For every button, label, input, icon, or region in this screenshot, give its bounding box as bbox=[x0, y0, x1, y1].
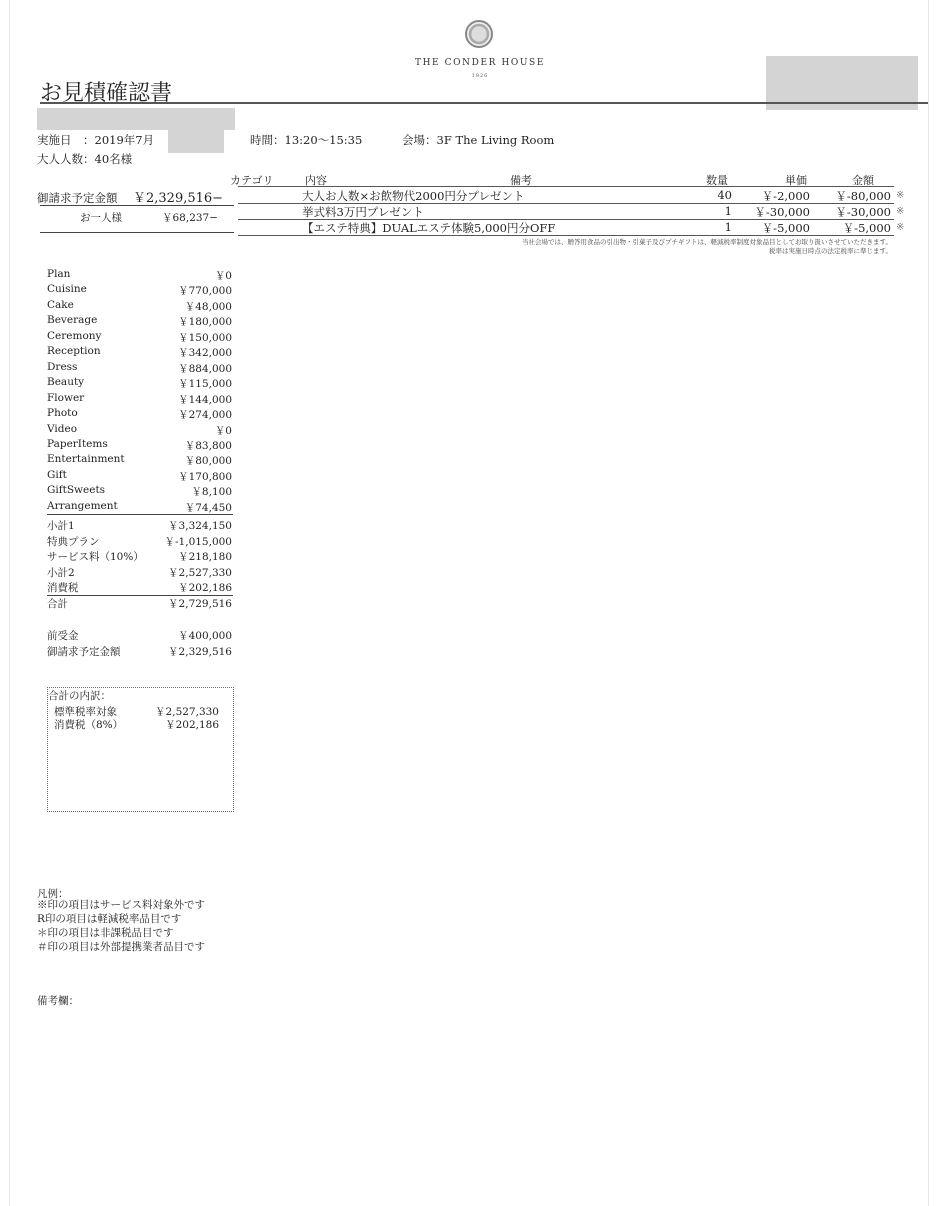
breakdown-item-label: Arrangement bbox=[47, 499, 118, 512]
breakdown-item-value: ￥0 bbox=[214, 424, 232, 437]
billing-label: 御請求予定金額 bbox=[37, 191, 118, 205]
row-qty: 1 bbox=[724, 204, 732, 218]
row-amount: ￥-30,000 bbox=[835, 205, 891, 219]
breakdown-item-value: ￥180,000 bbox=[178, 316, 232, 329]
breakdown-item-label: Cuisine bbox=[47, 283, 87, 296]
service-exempt-mark: ※ bbox=[896, 190, 905, 201]
breakdown-item-value: ￥170,800 bbox=[178, 470, 232, 483]
tax-box-value: ￥2,527,330 bbox=[155, 706, 219, 718]
breakdown-item-value: ￥80,000 bbox=[184, 455, 232, 468]
col-unit-price: 単価 bbox=[785, 174, 807, 187]
tax-box-label: 消費税（8%） bbox=[54, 719, 124, 731]
page-title: お見積確認書 bbox=[40, 81, 173, 106]
breakdown-item-label: Photo bbox=[47, 407, 78, 420]
tax-note-line2: 税率は実施日時点の法定税率に準じます。 bbox=[769, 247, 892, 255]
legend-line: ＊印の項目は非課税品目です bbox=[37, 927, 174, 939]
breakdown-item-label: Ceremony bbox=[47, 329, 102, 342]
row-amount: ￥-5,000 bbox=[842, 221, 891, 235]
remarks-label: 備考欄： bbox=[37, 995, 79, 1007]
document-page bbox=[9, 0, 929, 1206]
totals-item-value: ￥2,729,516 bbox=[168, 597, 232, 610]
event-time: 時間：13:20～15:35 bbox=[250, 133, 363, 147]
brand-year: 1926 bbox=[471, 73, 489, 79]
service-exempt-mark: ※ bbox=[896, 206, 905, 217]
payment-item-label: 御請求予定金額 bbox=[47, 646, 121, 658]
totals-item-value: ￥218,180 bbox=[178, 551, 232, 563]
row-unit-price: ￥-2,000 bbox=[761, 189, 810, 203]
tax-breakdown-box bbox=[47, 687, 234, 812]
breakdown-item-label: PaperItems bbox=[47, 437, 108, 450]
brand-logo-icon bbox=[465, 20, 493, 48]
col-qty: 数量 bbox=[706, 174, 728, 187]
totals-item-value: ￥3,324,150 bbox=[168, 520, 232, 532]
legend-line: R印の項目は軽減税率品目です bbox=[37, 913, 182, 925]
breakdown-item-value: ￥83,800 bbox=[184, 439, 232, 452]
totals-item-value: ￥202,186 bbox=[178, 582, 232, 594]
totals-item-value: ￥-1,015,000 bbox=[164, 535, 232, 548]
tax-box-title: 合計の内訳： bbox=[48, 690, 111, 702]
col-content: 内容 bbox=[305, 174, 327, 187]
breakdown-item-label: Reception bbox=[47, 345, 101, 358]
title-divider bbox=[40, 102, 928, 104]
totals-item-label: サービス料（10%） bbox=[47, 551, 144, 563]
redacted-block bbox=[168, 128, 224, 153]
breakdown-item-value: ￥770,000 bbox=[178, 285, 232, 298]
legend-title: 凡例： bbox=[37, 888, 69, 900]
row-amount: ￥-80,000 bbox=[835, 189, 891, 203]
breakdown-item-value: ￥8,100 bbox=[191, 486, 232, 499]
col-remarks: 備考 bbox=[510, 174, 532, 187]
service-exempt-mark: ※ bbox=[896, 222, 905, 233]
breakdown-rule bbox=[47, 514, 233, 515]
row-qty: 40 bbox=[717, 188, 732, 202]
table-rule bbox=[238, 186, 894, 187]
event-date: 実施日 ：2019年7月 bbox=[37, 133, 155, 147]
breakdown-item-value: ￥274,000 bbox=[178, 409, 232, 422]
breakdown-item-label: Plan bbox=[47, 268, 71, 280]
row-content: 大人お人数×お飲物代2000円分プレゼント bbox=[302, 189, 525, 203]
row-unit-price: ￥-30,000 bbox=[754, 205, 810, 219]
breakdown-item-label: Beverage bbox=[47, 314, 98, 327]
legend-line: ※印の項目はサービス料対象外です bbox=[37, 899, 205, 911]
totals-rule bbox=[47, 595, 233, 596]
row-unit-price: ￥-5,000 bbox=[761, 221, 810, 235]
totals-item-label: 消費税 bbox=[47, 582, 79, 594]
per-person-label: お一人様 bbox=[80, 212, 122, 224]
breakdown-item-label: Flower bbox=[47, 391, 85, 404]
breakdown-item-label: Gift bbox=[47, 468, 67, 481]
breakdown-item-value: ￥884,000 bbox=[178, 362, 232, 375]
totals-item-label: 小計1 bbox=[47, 520, 75, 532]
summary-rule bbox=[40, 205, 234, 206]
breakdown-item-value: ￥48,000 bbox=[184, 300, 232, 313]
col-amount: 金額 bbox=[852, 174, 874, 187]
row-qty: 1 bbox=[724, 220, 732, 234]
row-content: 【エステ特典】DUALエステ体験5,000円分OFF bbox=[302, 221, 556, 235]
breakdown-item-value: ￥144,000 bbox=[178, 393, 232, 406]
brand-name: THE CONDER HOUSE bbox=[415, 58, 545, 68]
totals-item-label: 合計 bbox=[47, 597, 68, 610]
tax-note-line1: 当社会場では、贈答用食品の引出物・引菓子及びプチギフトは、軽減税率制度対象品目としてお取り扱いさせていただきます。 bbox=[522, 238, 892, 246]
payment-item-value: ￥2,329,516 bbox=[168, 646, 232, 658]
payment-item-label: 前受金 bbox=[47, 630, 79, 642]
totals-item-value: ￥2,527,330 bbox=[168, 566, 232, 579]
payment-item-value: ￥400,000 bbox=[178, 630, 232, 642]
breakdown-item-label: Video bbox=[47, 422, 78, 435]
per-person-value: ￥68,237− bbox=[162, 212, 219, 224]
row-content: 挙式料3万円プレゼント bbox=[302, 205, 424, 219]
summary-rule bbox=[40, 232, 234, 233]
legend-line: ＃印の項目は外部提携業者品目です bbox=[37, 941, 205, 953]
breakdown-item-value: ￥115,000 bbox=[178, 378, 232, 391]
breakdown-item-value: ￥150,000 bbox=[178, 331, 232, 344]
breakdown-item-value: ￥342,000 bbox=[178, 347, 232, 360]
tax-box-value: ￥202,186 bbox=[165, 719, 219, 731]
breakdown-item-value: ￥0 bbox=[214, 270, 232, 282]
breakdown-item-label: Dress bbox=[47, 360, 78, 373]
totals-item-label: 小計2 bbox=[47, 566, 75, 579]
billing-value: ￥2,329,516− bbox=[133, 191, 224, 206]
guest-count: 大人人数：40名様 bbox=[37, 152, 133, 166]
breakdown-item-label: Entertainment bbox=[47, 453, 125, 466]
breakdown-item-label: Beauty bbox=[47, 376, 85, 389]
table-rule bbox=[238, 235, 894, 236]
event-venue: 会場：3F The Living Room bbox=[402, 133, 555, 147]
redacted-block bbox=[37, 108, 235, 130]
col-category: カテゴリ bbox=[230, 174, 274, 187]
breakdown-item-label: GiftSweets bbox=[47, 484, 106, 497]
breakdown-item-label: Cake bbox=[47, 298, 74, 311]
breakdown-item-value: ￥74,450 bbox=[184, 501, 232, 514]
tax-box-label: 標準税率対象 bbox=[54, 706, 117, 718]
totals-item-label: 特典プラン bbox=[47, 535, 100, 548]
